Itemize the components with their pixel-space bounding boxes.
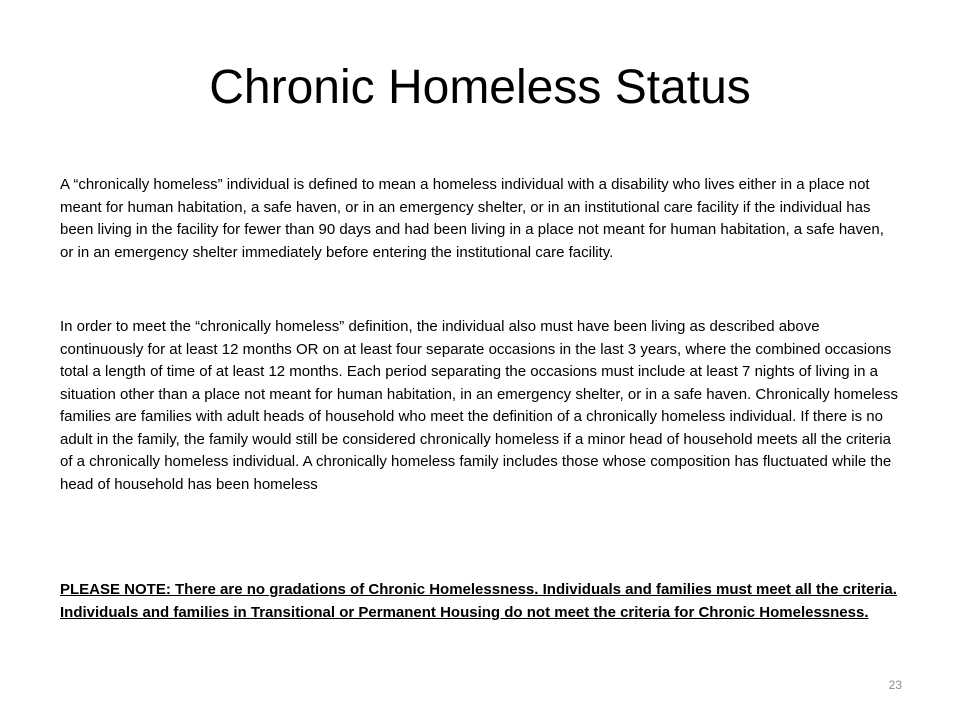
- page-number: 23: [888, 678, 902, 692]
- criteria-paragraph: In order to meet the “chronically homeless” definition, the individual also must have been living as described above continuously for at least 12 months OR on at least four separate occasions in the last 3 years, where the combined occasions total a length of time of at least 12 months. Each period separating the occasions must include at least 7 nights of living in a situation other than a place not meant for human habitation, in an emergency shelter, or in a safe haven. Chronically homeless families are families with adult heads of household who meet the definition of a chronically homeless individual. If there is no adult in the family, the family would still be considered chronically homeless if a minor head of household meets all the criteria of a chronically homeless individual. A chronically homeless family includes those whose composition has fluctuated while the head of household has been homeless: [60, 318, 898, 493]
- please-note-paragraph: PLEASE NOTE: There are no gradations of Chronic Homelessness. Individuals and families must meet all the criteria. Individuals and families in Transitional or Permanent Housing do not meet the criteria for Chronic Homelessness.: [60, 581, 897, 621]
- slide-title: Chronic Homeless Status: [209, 61, 751, 114]
- definition-paragraph: A “chronically homeless” individual is defined to mean a homeless individual with a disability who lives either in a place not meant for human habitation, a safe haven, or in an emergency shelter, or in an institutional care facility if the individual has been living in the facility for fewer than 90 days and had been living in a place not meant for human habitation, a safe haven, or in an emergency shelter immediately before entering the institutional care facility.: [60, 176, 884, 261]
